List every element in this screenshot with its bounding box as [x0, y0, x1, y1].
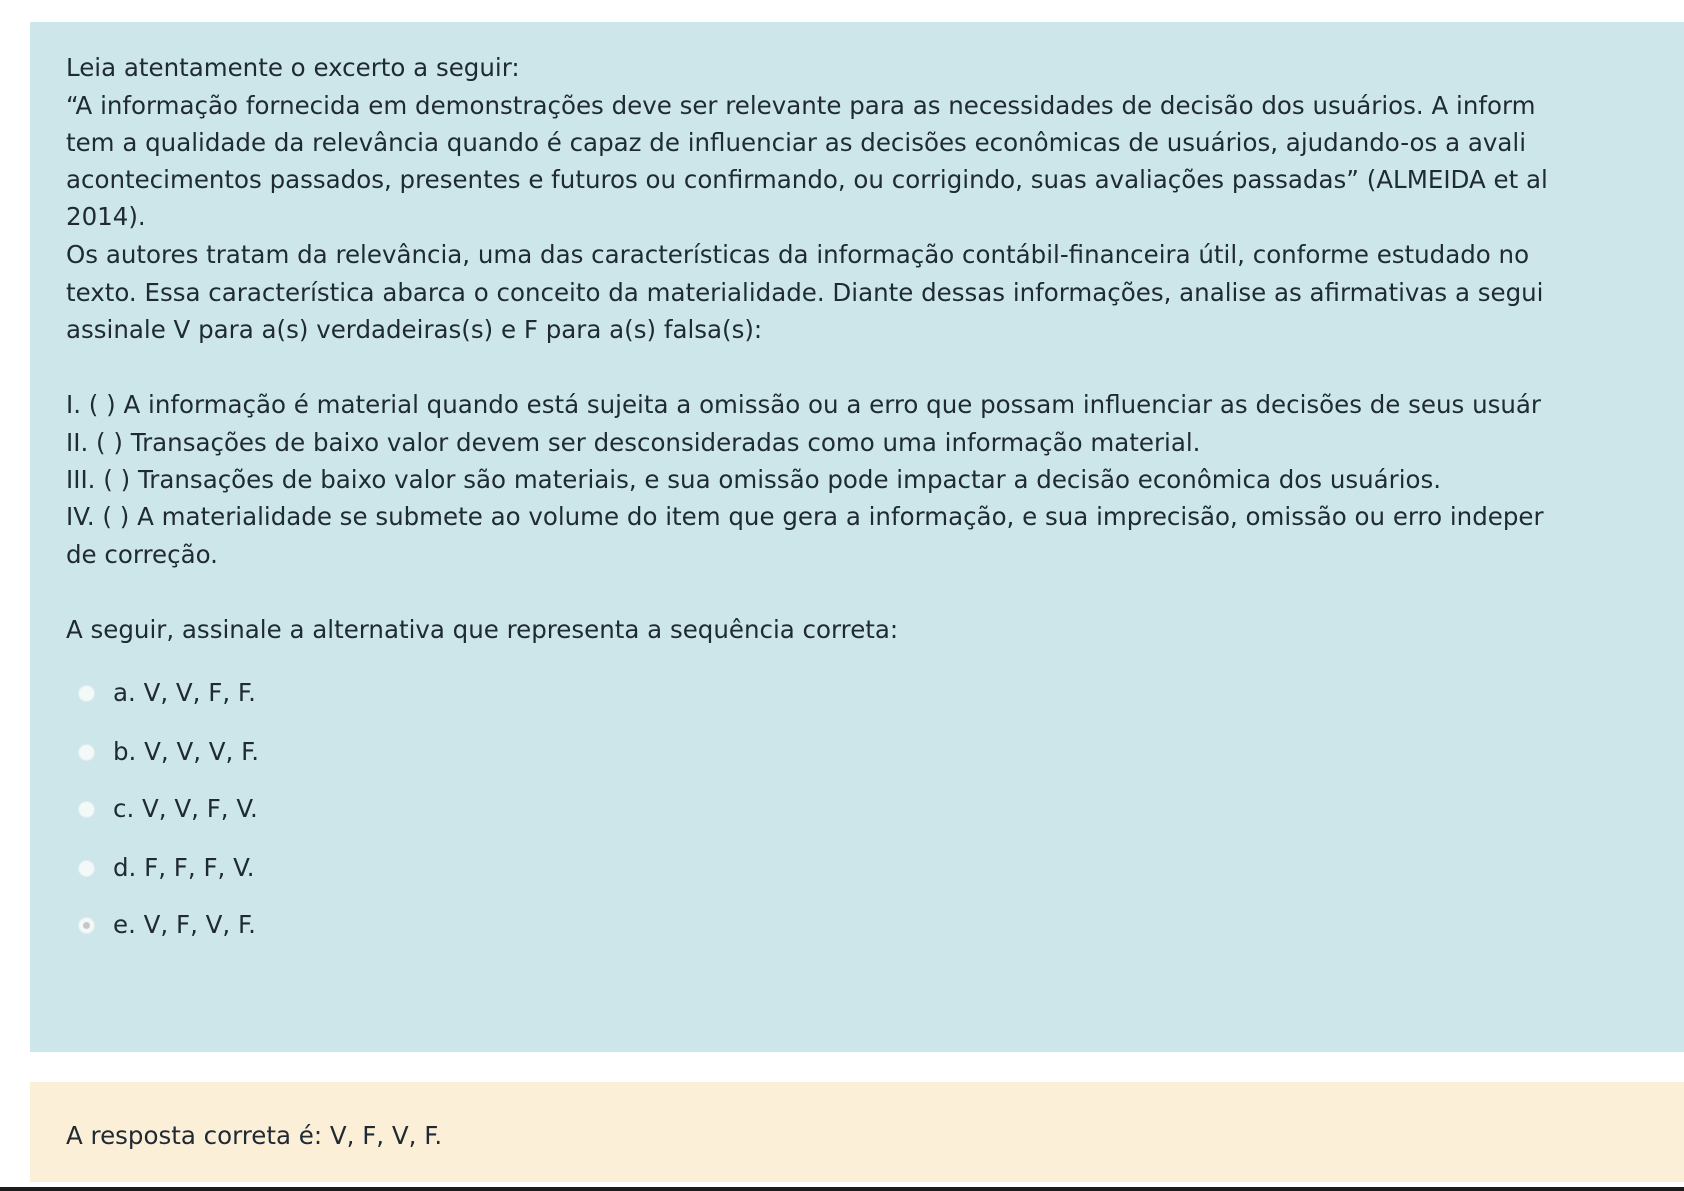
option-e[interactable] [78, 909, 256, 941]
radio-button-selected-icon[interactable] [78, 917, 95, 934]
excerpt-line: acontecimentos passados, presentes e futuros ou confirmando, ou corrigindo, suas avaliações passadas” (ALMEIDA et al [66, 165, 1548, 194]
option-label: b. V, V, V, F. [113, 736, 260, 766]
excerpt-line: tem a qualidade da relevância quando é capaz de influenciar as decisões econômicas de usuários, ajudando-os a avali [66, 128, 1527, 157]
excerpt-line: 2014). [66, 202, 146, 231]
answer-prompt: A seguir, assinale a alternativa que representa a sequência correta: [66, 615, 899, 644]
radio-button-icon[interactable] [78, 685, 95, 702]
correct-answer-text: A resposta correta é: V, F, V, F. [66, 1121, 443, 1150]
feedback-panel [30, 1082, 1684, 1182]
excerpt-line: “A informação fornecida em demonstrações deve ser relevante para as necessidades de decisão dos usuários. A inform [66, 91, 1536, 120]
option-d[interactable] [78, 852, 255, 884]
instruction-line: texto. Essa característica abarca o conceito da materialidade. Diante dessas informações, analise as afirmativas a segui [66, 278, 1544, 307]
option-label: e. V, F, V, F. [113, 909, 256, 939]
radio-button-icon[interactable] [78, 860, 95, 877]
instruction-line: assinale V para a(s) verdadeiras(s) e F para a(s) falsa(s): [66, 315, 763, 344]
option-label: c. V, V, F, V. [113, 793, 258, 823]
option-b[interactable] [78, 736, 259, 768]
statement-iv: IV. ( ) A materialidade se submete ao volume do item que gera a informação, e sua imprecisão, omissão ou erro indeper [66, 502, 1544, 531]
bottom-divider [0, 1187, 1684, 1191]
radio-button-icon[interactable] [78, 744, 95, 761]
question-panel [30, 22, 1684, 1052]
statement-iii: III. ( ) Transações de baixo valor são materiais, e sua omissão pode impactar a decisão econômica dos usuários. [66, 465, 1442, 494]
statement-i: I. ( ) A informação é material quando está sujeita a omissão ou a erro que possam influenciar as decisões de seus usuár [66, 390, 1541, 419]
option-a[interactable] [78, 677, 256, 709]
statement-ii: II. ( ) Transações de baixo valor devem ser desconsideradas como uma informação material. [66, 428, 1201, 457]
radio-button-icon[interactable] [78, 801, 95, 818]
option-label: d. F, F, F, V. [113, 852, 255, 882]
option-label: a. V, V, F, F. [113, 677, 256, 707]
question-intro: Leia atentamente o excerto a seguir: [66, 53, 520, 82]
option-c[interactable] [78, 793, 258, 825]
instruction-line: Os autores tratam da relevância, uma das características da informação contábil-financeira útil, conforme estudado no [66, 240, 1530, 269]
statement-iv-continued: de correção. [66, 540, 218, 569]
